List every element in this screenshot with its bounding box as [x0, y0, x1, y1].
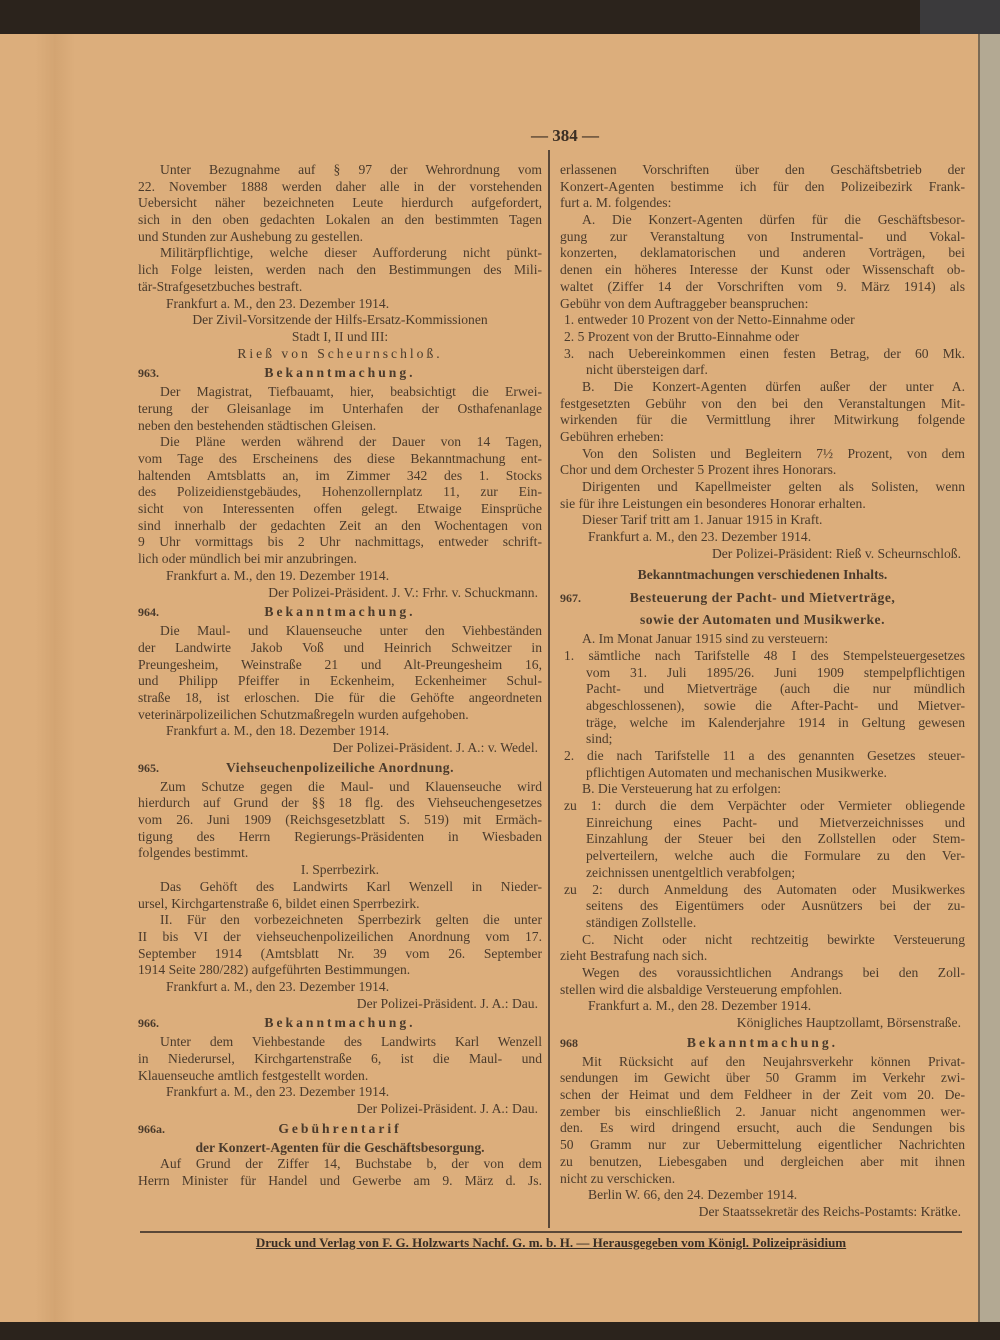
text-block-date: [138, 1084, 542, 1101]
text-line: Zum Schutze gegen die Maul- und Klauenseuche wird: [160, 778, 542, 794]
text-line: pflichtigen Automaten und mechanischen Musikwerke.: [586, 764, 887, 780]
text-block-p: [138, 779, 542, 862]
text-line: 2. 5 Prozent von der Brutto-Einnahme oder: [564, 328, 800, 344]
text-line: A. Im Monat Januar 1915 sind zu versteuern:: [582, 631, 829, 647]
text-line: der Landwirte Jakob Voß und Heinrich Schweitzer in: [138, 639, 542, 655]
text-line: Chor und dem Orchester 5 Prozent ihres Honorars.: [560, 462, 837, 478]
text-line: 1914 Seite 280/282) aufgeführten Bestimmungen.: [138, 962, 411, 978]
text-line: Stadt I, II und III:: [291, 328, 389, 344]
text-line: Von den Solisten und Begleitern 7½ Prozent, von dem: [582, 445, 965, 461]
dateline: Frankfurt a. M., den 18. Dezember 1914.: [166, 723, 390, 739]
text-line: tär-Strafgesetzbuches bestraft.: [138, 278, 303, 294]
section-heading: [560, 587, 965, 609]
footer-rule: [140, 1231, 962, 1233]
text-line: Uebersicht näher bezeichneten Leute hierdurch aufgefordert,: [138, 195, 542, 211]
text-block-p: [560, 512, 965, 529]
text-line: sicht von Interessenten offen gelegt. Etwaige Einsprüche: [138, 501, 542, 517]
notice-number: 966a.: [138, 1121, 165, 1136]
signature: Der Polizei-Präsident. J. V.: Frhr. v. Schuckmann.: [268, 584, 538, 600]
text-line: neben den bestehenden städtischen Gleisen.: [138, 417, 377, 433]
text-block-p: [138, 623, 542, 723]
text-line: Gebühren erheben:: [560, 429, 664, 444]
text-line: 1. sämtliche nach Tarifstelle 48 I des Stempelsteuergesetzes: [564, 647, 965, 663]
text-block-section: [560, 567, 965, 584]
text-line: nicht übersteigen darf.: [586, 362, 708, 378]
dateline: Frankfurt a. M., den 23. Dezember 1914.: [588, 529, 812, 545]
text-line: seitens des Eigentümers oder Ausnützers bei der zu-: [586, 898, 965, 914]
text-line: sendungen im Gewicht über 50 Gramm im Verkehr zwi-: [560, 1070, 965, 1086]
text-line: 2. die nach Tarifstelle 11 a des genannten Gesetzes steuer-: [564, 748, 965, 763]
text-line: furt a. M. folgendes:: [560, 195, 672, 211]
text-line: stellen wird die alsbaldige Versteuerung empfohlen.: [560, 981, 843, 997]
text-line: festgesetzten Gebühr von den bei den Veranstaltungen Mit-: [560, 395, 965, 411]
section-heading: [560, 1032, 965, 1054]
text-block-spaced: [138, 346, 542, 363]
text-line: B. Die Versteuerung hat zu erfolgen:: [582, 781, 782, 797]
text-block-p: [138, 912, 542, 979]
signature: Der Polizei-Präsident: Rieß v. Scheurnschloß.: [711, 545, 961, 561]
text-line: zu benutzen, Liebesgaben und dergleichen aber mit ihnen: [560, 1153, 965, 1169]
section-heading: [138, 1012, 542, 1034]
text-line: Herrn Minister für Handel und Gewerbe am 9. März d. Js.: [138, 1173, 542, 1189]
notice-number: 963.: [138, 366, 159, 381]
text-line: C. Nicht oder nicht rechtzeitig bewirkte Versteuerung: [582, 931, 965, 947]
text-line: Gebühr von dem Auftraggeber beanspruchen:: [560, 295, 809, 311]
page-edge: [978, 34, 1000, 1322]
text-line: 9 Uhr vormittags bis 2 Uhr nachmittags, entweder schrift-: [138, 534, 542, 550]
text-block-hang: [560, 798, 965, 881]
text-block-sig: [138, 1101, 542, 1118]
text-line: Klauenseuche amtlich festgestellt worden.: [138, 1067, 369, 1083]
text-line: zieht Bestrafung nach sich.: [560, 948, 708, 964]
text-line: der Konzert-Agenten für die Geschäftsbesorgung.: [195, 1139, 485, 1155]
text-block-date: [138, 979, 542, 996]
text-line: träge, welche im Kalenderjahre 1914 in Geltung gewesen: [586, 714, 965, 730]
text-block-p: [560, 212, 965, 312]
left-column: [138, 162, 542, 1190]
notice-number: 966.: [138, 1016, 159, 1031]
signature: Königliches Hauptzollamt, Börsenstraße.: [736, 1015, 961, 1030]
text-line: hierdurch auf Grund der §§ 18 flg. des Viehseuchengesetzes: [138, 795, 542, 811]
text-line: tigung des Herrn Regierungs-Präsidenten in Wiesbaden: [138, 828, 542, 844]
text-line: Der Zivil-Vorsitzende der Hilfs-Ersatz-Kommissionen: [192, 312, 488, 328]
text-line: vom 31. Juli 1895/26. Juni 1909 stempelpflichtigen: [586, 664, 965, 680]
text-block-hang: [560, 648, 965, 748]
dateline: Frankfurt a. M., den 19. Dezember 1914.: [166, 567, 390, 583]
signature: Der Polizei-Präsident. J. A.: Dau.: [356, 995, 538, 1011]
notice-number: 968: [560, 1035, 578, 1050]
text-line: II. Für den vorbezeichneten Sperrbezirk gelten die unter: [160, 912, 542, 928]
text-line: lich oder mündlich bei mir anzubringen.: [138, 551, 357, 567]
text-line: des Polizeidienstgebäudes, Hohenzollernplatz 11, zur Ein-: [138, 484, 542, 500]
text-line: schen der Heimat und dem Feldheer in der Zeit vom 20. De-: [560, 1087, 965, 1103]
text-line: Einreichung eines Pacht- und Mietverzeichnisses und: [586, 814, 965, 830]
text-line: Bekanntmachungen verschiedenen Inhalts.: [637, 566, 888, 582]
text-block-date: [138, 723, 542, 740]
signature: Der Staatssekretär des Reichs-Postamts: Krätke.: [698, 1203, 961, 1219]
text-block-date: [560, 998, 965, 1015]
text-block-p: [138, 879, 542, 912]
text-line: zember bis einschließlich 2. Januar nicht angenommen wer-: [560, 1103, 965, 1119]
text-block-p: [560, 479, 965, 512]
text-line: Preungesheim, Weinstraße 21 und Alt-Preungesheim 16,: [138, 656, 542, 672]
text-block-p: [560, 379, 965, 446]
text-line: Wegen des voraussichtlichen Andrangs bei den Zoll-: [582, 964, 965, 980]
text-line: Einzahlung der Steuer bei den Zollstellen oder Stem-: [586, 831, 965, 847]
text-line: konzerten, deklamatorischen und anderen Vorträgen, bei: [560, 245, 965, 261]
text-line: 22. November 1888 werden daher alle in der vorstehenden: [138, 178, 542, 194]
text-block-date: [138, 568, 542, 585]
text-block-hang: [560, 748, 965, 781]
text-line: II bis VI der viehseuchenpolizeilichen Anordnung vom 17.: [138, 928, 542, 944]
text-line: Die Pläne werden während der Dauer von 14 Tagen,: [160, 434, 542, 450]
text-block-p: [560, 965, 965, 998]
text-line: Konzert-Agenten bestimme ich für den Polizeibezirk Frank-: [560, 178, 965, 194]
text-block-p: [138, 245, 542, 295]
text-line: wirkenden für die Vermittlung ihrer Mitwirkung folgende: [560, 412, 965, 428]
right-column: [560, 162, 965, 1221]
text-line: straße 18, ist erloschen. Die für die Gehöfte angeordneten: [138, 689, 542, 705]
text-block-p0: [560, 162, 965, 212]
text-line: und Philipp Pfeiffer in Eckenheim, Eckenheimer Schul-: [138, 673, 542, 689]
text-line: zu 1: durch die dem Verpächter oder Vermieter obliegende: [564, 798, 965, 814]
text-line: sie für ihre Leistungen ein besonderes Honorar erhalten.: [560, 495, 866, 511]
text-line: zu 2: durch Anmeldung des Automaten oder Musikwerkes: [564, 881, 965, 897]
text-block-date: [138, 296, 542, 313]
text-line: folgendes bestimmt.: [138, 845, 249, 861]
text-line: I. Sperrbezirk.: [300, 862, 380, 878]
text-line: Dirigenten und Kapellmeister gelten als Solisten, wenn: [582, 479, 965, 495]
notice-title: Besteuerung der Pacht- und Mietverträge,: [629, 590, 896, 606]
text-line: 3. nach Uebereinkommen einen festen Betrag, der 60 Mk.: [564, 345, 965, 361]
text-block-p: [560, 1054, 965, 1188]
text-line: 50 Gramm nur zur Uebermittelung eigentlicher Nachrichten: [560, 1137, 965, 1153]
text-line: Die Maul- und Klauenseuche unter den Viehbeständen: [160, 623, 542, 639]
text-line: September 1914 (Amtsblatt Nr. 39 vom 26. September: [138, 945, 542, 961]
dateline: Berlin W. 66, den 24. Dezember 1914.: [588, 1187, 798, 1203]
text-block-p: [138, 434, 542, 568]
notice-number: 964.: [138, 605, 159, 620]
text-line: A. Die Konzert-Agenten dürfen für die Geschäftsbesor-: [582, 212, 965, 228]
text-line: denen ein höheres Interesse der Kunst oder Wissenschaft ob-: [560, 262, 965, 278]
section-heading: [138, 601, 542, 623]
text-line: ständigen Zollstelle.: [586, 914, 697, 930]
text-line: sind;: [586, 731, 613, 747]
text-block-date: [560, 1187, 965, 1204]
text-block-p: [138, 1156, 542, 1189]
text-block-center: [138, 312, 542, 345]
text-line: gung zur Veranstaltung von Instrumental- und Vokal-: [560, 228, 965, 244]
text-line: in Niederursel, Kirchgartenstraße 6, ist die Maul- und: [138, 1051, 542, 1066]
text-block-sig: [138, 740, 542, 757]
text-block-p: [560, 631, 965, 648]
text-line: haltenden Amtsblatts an, im Zimmer 342 des 1. Stocks: [138, 467, 542, 483]
dateline: Frankfurt a. M., den 23. Dezember 1914.: [166, 295, 390, 311]
text-line: abgeschlossenen), sowie die After-Pacht- und Mietver-: [586, 697, 965, 713]
dateline: Frankfurt a. M., den 23. Dezember 1914.: [166, 978, 390, 994]
text-block-sig: [560, 1204, 965, 1221]
text-block-p: [138, 1034, 542, 1084]
text-line: Unter dem Viehbestande des Landwirts Karl Wenzell: [160, 1034, 542, 1050]
text-line: und Stunden zur Aushebung zu gestellen.: [138, 228, 364, 244]
text-block-sig: [138, 996, 542, 1013]
section-heading: [138, 757, 542, 779]
notice-number: 965.: [138, 760, 159, 775]
text-line: nicht zu verschicken.: [560, 1170, 676, 1186]
notice-title: Bekanntmachung.: [686, 1034, 839, 1050]
text-line: den. Es wird dringend ersucht, auch die Sendungen bis: [560, 1120, 965, 1136]
signature: Der Polizei-Präsident. J. A.: Dau.: [356, 1101, 538, 1117]
text-line: B. Die Konzert-Agenten dürfen außer der unter A.: [582, 378, 965, 394]
text-line: ursel, Kirchgartenstraße 6, bildet einen Sperrbezirk.: [138, 895, 420, 911]
text-line: Militärpflichtige, welche dieser Aufforderung nicht pünkt-: [160, 245, 542, 261]
text-line: 1. entweder 10 Prozent von der Netto-Einnahme oder: [564, 312, 855, 328]
text-block-p: [138, 384, 542, 434]
text-block-sig: [560, 546, 965, 563]
text-block-hang: [560, 346, 965, 379]
page-number: — 384 —: [531, 126, 599, 145]
text-block-hang: [560, 312, 965, 329]
signature: Der Polizei-Präsident. J. A.: v. Wedel.: [332, 740, 538, 755]
text-line: Das Gehöft des Landwirts Karl Wenzell in Nieder-: [160, 878, 542, 894]
dateline: Frankfurt a. M., den 23. Dezember 1914.: [166, 1084, 390, 1100]
text-line: Unter Bezugnahme auf § 97 der Wehrordnung vom: [160, 162, 542, 177]
notice-title: Bekanntmachung.: [264, 365, 416, 381]
text-block-p: [560, 446, 965, 479]
notice-title-line2: sowie der Automaten und Musikwerke.: [640, 612, 885, 628]
scan-border: [920, 0, 1000, 34]
section-heading: [138, 1118, 542, 1140]
text-line: sich in den oben gedachten Lokalen an den bestimmten Tagen: [138, 212, 542, 228]
text-block-date: [560, 529, 965, 546]
text-line: terung der Gleisanlage im Unterhafen der Osthafenanlage: [138, 400, 542, 416]
dateline: Frankfurt a. M., den 28. Dezember 1914.: [588, 998, 812, 1014]
text-line: Dieser Tarif tritt am 1. Januar 1915 in Kraft.: [582, 512, 823, 528]
notice-title: Viehseuchenpolizeiliche Anordnung.: [226, 759, 454, 775]
text-block-p: [560, 781, 965, 798]
text-block-p: [138, 162, 542, 245]
notice-title: Gebührentarif: [278, 1120, 402, 1136]
text-line: Der Magistrat, Tiefbauamt, hier, beabsichtigt die Erwei-: [160, 384, 542, 400]
text-line: waltet (Ziffer 14 der Vorschriften vom 9. März 1914) als: [560, 278, 965, 294]
section-heading-continued: [560, 609, 965, 631]
text-line: Pacht- und Mietverträge (auch die nur mündlich: [586, 681, 965, 697]
text-block-hang: [560, 329, 965, 346]
text-line: veterinärpolizeilichen Schutzmaßregeln wurden aufgehoben.: [138, 706, 469, 722]
text-block-p: [560, 932, 965, 965]
section-heading: [138, 362, 542, 384]
column-divider: [548, 150, 550, 1228]
text-line: Auf Grund der Ziffer 14, Buchstabe b, der von dem: [160, 1156, 542, 1172]
text-block-sig: [560, 1015, 965, 1032]
text-block-hang: [560, 882, 965, 932]
text-line: vom 26. Juni 1909 (Reichsgesetzblatt S. 519) mit Ermäch-: [138, 812, 542, 828]
text-block-sig: [138, 585, 542, 602]
imprint-footer: Druck und Verlag von F. G. Holzwarts Nachf. G. m. b. H. — Herausgegeben vom Königl. Polizeipräsidium: [255, 1235, 847, 1250]
text-line: pelverteilern, welche auch die Formulare zu den Ver-: [586, 848, 965, 864]
text-line: Rieß von Scheurnschloß.: [237, 345, 443, 361]
text-block-centerbold: [138, 1140, 542, 1157]
notice-number: 967.: [560, 591, 581, 606]
text-line: vom Tage des Erscheinens des diese Bekanntmachung ent-: [138, 451, 542, 466]
notice-title: Bekanntmachung.: [264, 1015, 416, 1031]
notice-title: Bekanntmachung.: [264, 604, 416, 620]
text-line: lich Folge leisten, werden nach den Bestimmungen des Mili-: [138, 262, 542, 278]
text-line: erlassenen Vorschriften über den Geschäftsbetrieb der: [560, 162, 965, 177]
text-line: Mit Rücksicht auf den Neujahrsverkehr können Privat-: [582, 1053, 965, 1069]
text-line: sind innerhalb der gedachten Zeit an den Wochentagen von: [138, 517, 542, 533]
text-block-center: [138, 862, 542, 879]
text-line: zeichnissen unentgeltlich verabfolgen;: [586, 864, 796, 880]
